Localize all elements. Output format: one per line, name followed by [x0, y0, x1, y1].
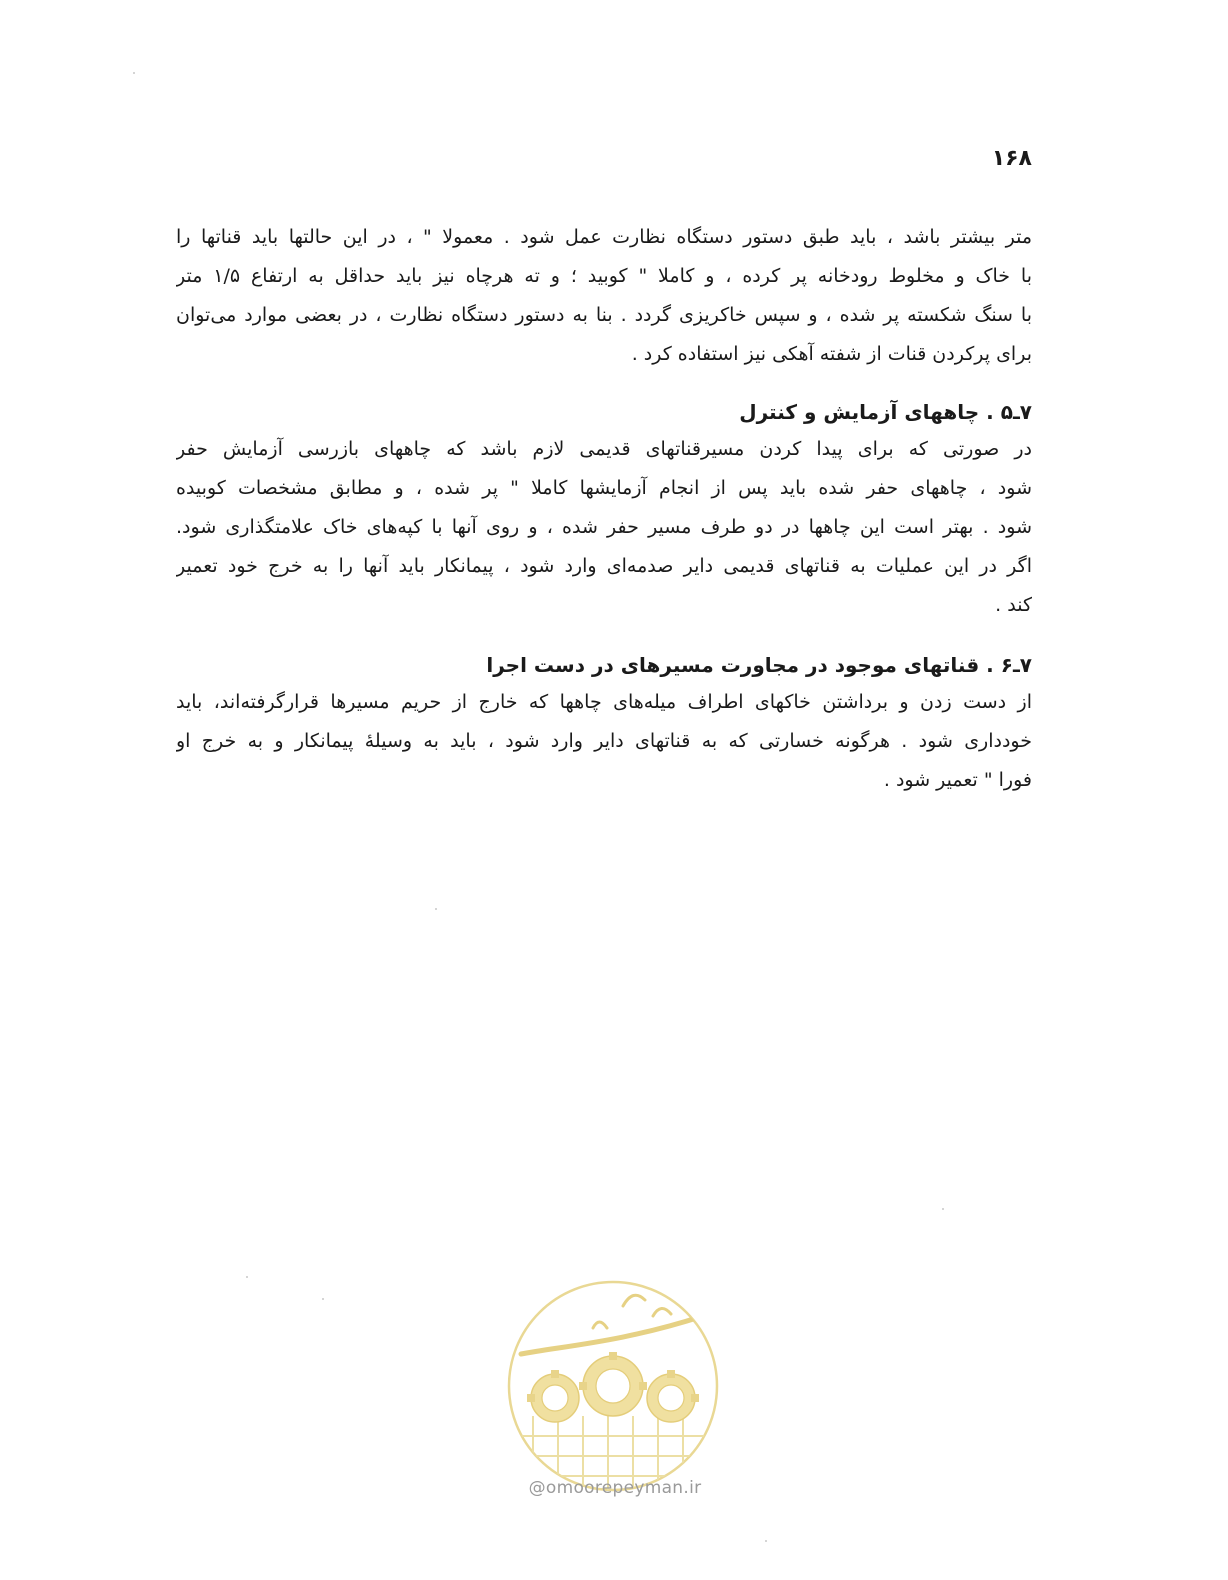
text-line: با سنگ شکسته پر شده ، و سپس خاکریزی گردد . بنا به دستور دستگاه نظارت ، در بعضی موارد می‌توان	[176, 304, 1032, 326]
paragraph-existing-qanats	[176, 683, 1032, 800]
section-heading-test-wells: ۷ـ۵ . چاههای آزمایش و کنترل	[739, 400, 1032, 424]
text-line: شود ، چاههای حفر شده باید پس از انجام آزمایشها کاملا " پر شده ، و مطابق مشخصات کوبیده	[176, 477, 1032, 499]
text-line: متر بیشتر باشد ، باید طبق دستور دستگاه نظارت عمل شود . معمولا " ، در این حالتها باید قناتها را	[176, 226, 1032, 248]
section-heading-existing-qanats: ۷ـ۶ . قناتهای موجود در مجاورت مسیرهای در دست اجرا	[486, 653, 1032, 677]
text-line: در صورتی که برای پیدا کردن مسیرقناتهای قدیمی لازم باشد که چاههای بازرسی آزمایش حفر	[176, 438, 1032, 460]
page-number: ۱۶۸	[991, 146, 1032, 171]
watermark-logo	[503, 1276, 723, 1496]
text-line: کند .	[995, 594, 1032, 616]
text-line: فورا " تعمیر شود .	[883, 769, 1032, 791]
text-line: خودداری شود . هرگونه خسارتی که به قناتهای دایر وارد شود ، باید به وسیلهٔ پیمانکار و به خرج او	[176, 730, 1032, 752]
text-line: برای پرکردن قنات از شفته آهکی نیز استفاده کرد .	[631, 343, 1032, 365]
page-body	[176, 218, 1032, 800]
paragraph-test-wells	[176, 430, 1032, 625]
watermark-url: @omoorepeyman.ir	[528, 1478, 702, 1498]
text-line: شود . بهتر است این چاهها در دو طرف مسیر حفر شده ، و روی آنها با کپه‌های خاک علامتگذاری شود.	[176, 516, 1032, 538]
text-line: اگر در این عملیات به قناتهای قدیمی دایر صدمه‌ای وارد شود ، پیمانکار باید آنها را به خرج خود تعمیر	[176, 555, 1032, 577]
text-line: از دست زدن و برداشتن خاکهای اطراف میله‌های چاهها که خارج از حریم مسیرها قرارگرفته‌اند، باید	[176, 691, 1032, 713]
text-line: با خاک و مخلوط رودخانه پر کرده ، و کاملا " کوبید ؛ و ته هرچاه نیز باید حداقل به ارتفاع ۱/۵ متر	[176, 265, 1032, 287]
paragraph-intro	[176, 218, 1032, 374]
